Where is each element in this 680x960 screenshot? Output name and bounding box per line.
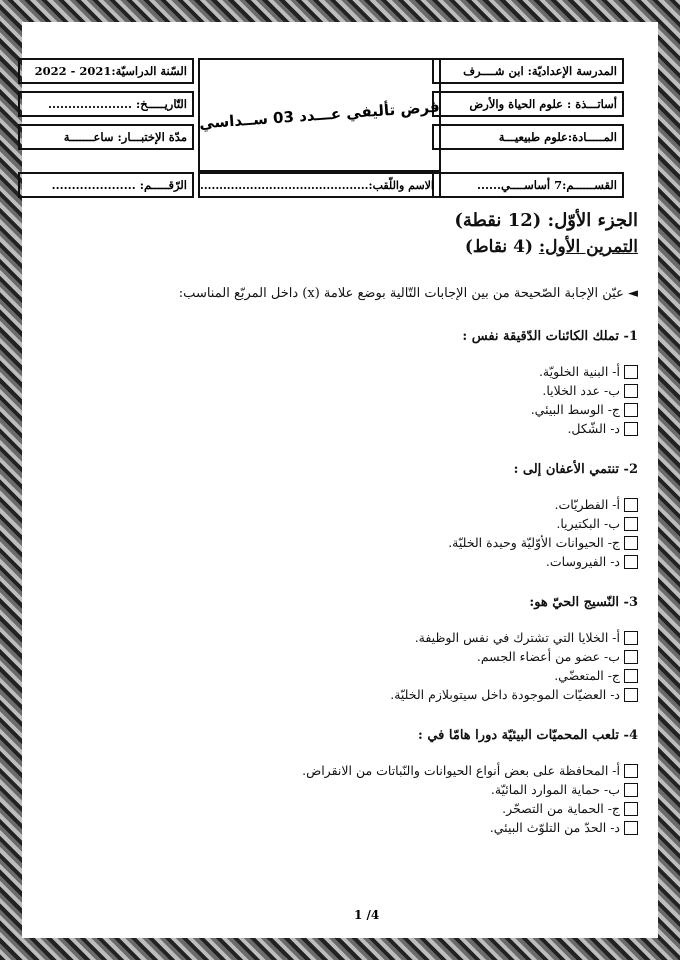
- option: [40, 761, 638, 780]
- answer-checkbox[interactable]: [624, 688, 638, 702]
- answer-checkbox[interactable]: [624, 783, 638, 797]
- answer-checkbox[interactable]: [624, 517, 638, 531]
- option-text: ب- البكتيريا.: [556, 516, 620, 531]
- option: [40, 400, 638, 419]
- option: [40, 381, 638, 400]
- class-level: القســــــم:7 أساســــي......: [432, 172, 624, 198]
- answer-checkbox[interactable]: [624, 631, 638, 645]
- answer-checkbox[interactable]: [624, 650, 638, 664]
- school-year: السّنة الدراسيّة:2021 - 2022: [18, 58, 194, 84]
- option: [40, 419, 638, 438]
- number-field[interactable]: الرّقـــــم: .....................: [18, 172, 194, 198]
- student-name-field[interactable]: الاسم واللّقب:............................................: [198, 172, 441, 198]
- exam-title: فرض تأليفي عـــدد 03 ســداسي: [198, 97, 441, 133]
- answer-checkbox[interactable]: [624, 802, 638, 816]
- question-3: [40, 595, 638, 704]
- header-school-info: [432, 58, 624, 198]
- exercise-points: (4 نقاط): [464, 237, 533, 257]
- subject: المـــــادة:علوم طبيعيـــة: [432, 124, 624, 150]
- question-2: [40, 462, 638, 571]
- option: [40, 818, 638, 837]
- options-list: [40, 628, 638, 704]
- option: [40, 533, 638, 552]
- answer-checkbox[interactable]: [624, 422, 638, 436]
- exam-title-box: [198, 58, 441, 172]
- part-title: الجزء الأوّل: (12 نقطة): [454, 210, 638, 231]
- option-text: ب- عضو من أعضاء الجسم.: [476, 649, 620, 664]
- option-text: أ- المحافظة على بعض أنواع الحيوانات والنّباتات من الانقراض.: [302, 763, 620, 778]
- question-title: 3- النّسيج الحيّ هو:: [529, 595, 638, 610]
- answer-checkbox[interactable]: [624, 536, 638, 550]
- option: [40, 799, 638, 818]
- exam-header: [18, 58, 624, 198]
- option-text: ج- الحيوانات الأوّليّة وحيدة الخليّة.: [448, 535, 620, 550]
- option-text: ج- الوسط البيئي.: [530, 402, 620, 417]
- option-text: أ- الخلايا التي تشترك في نفس الوظيفة.: [414, 630, 620, 645]
- option-text: ج- الحماية من التصحّر.: [502, 801, 620, 816]
- exercise-title: [40, 234, 638, 260]
- answer-checkbox[interactable]: [624, 403, 638, 417]
- option: [40, 552, 638, 571]
- option-text: أ- البنية الخلويّة.: [538, 364, 620, 379]
- teachers: أساتـــذة : علوم الحياة والأرض: [432, 91, 624, 117]
- option: [40, 780, 638, 799]
- option: [40, 514, 638, 533]
- option-text: ب- حماية الموارد المائيّة.: [490, 782, 620, 797]
- instruction: ◄ عيّن الإجابة الصّحيحة من بين الإجابات التّالية بوضع علامة (x) داخل المربّع المناسب:: [178, 286, 638, 301]
- exam-content: [40, 208, 638, 861]
- question-4: [40, 728, 638, 837]
- header-exam-info: [18, 58, 194, 198]
- answer-checkbox[interactable]: [624, 555, 638, 569]
- question-title: 1- تملك الكائنات الدّقيقة نفس :: [462, 329, 638, 344]
- option: [40, 647, 638, 666]
- option: [40, 628, 638, 647]
- exercise-label: التمرين الأول:: [538, 237, 638, 257]
- options-list: [40, 495, 638, 571]
- school-name: المدرسة الإعداديّة: ابن شــــرف: [432, 58, 624, 84]
- answer-checkbox[interactable]: [624, 821, 638, 835]
- answer-checkbox[interactable]: [624, 384, 638, 398]
- option: [40, 685, 638, 704]
- question-title: 4- تلعب المحميّات البيئيّة دورا هامّا في :: [418, 728, 638, 743]
- question-title: 2- تنتمي الأعفان إلى :: [513, 462, 638, 477]
- answer-checkbox[interactable]: [624, 669, 638, 683]
- option: [40, 666, 638, 685]
- question-1: [40, 329, 638, 438]
- option-text: أ- الفطريّات.: [554, 497, 620, 512]
- option: [40, 362, 638, 381]
- option-text: د- الحدّ من التلوّث البيئي.: [489, 820, 620, 835]
- option-text: ب- عدد الخلايا.: [542, 383, 620, 398]
- page-number: 4/ 1: [354, 908, 380, 922]
- answer-checkbox[interactable]: [624, 498, 638, 512]
- answer-checkbox[interactable]: [624, 365, 638, 379]
- options-list: [40, 362, 638, 438]
- option-text: د- الفيروسات.: [545, 554, 620, 569]
- options-list: [40, 761, 638, 837]
- exam-duration: مدّة الإختبـــار: ساعـــــــة: [18, 124, 194, 150]
- option-text: د- العضيّات الموجودة داخل سيتوبلازم الخليّة.: [390, 687, 620, 702]
- option-text: د- الشّكل.: [567, 421, 620, 436]
- header-title-column: [198, 58, 441, 198]
- option-text: ج- المتعضّي.: [554, 668, 620, 683]
- date-field[interactable]: التّاريـــــخ: .....................: [18, 91, 194, 117]
- answer-checkbox[interactable]: [624, 764, 638, 778]
- option: [40, 495, 638, 514]
